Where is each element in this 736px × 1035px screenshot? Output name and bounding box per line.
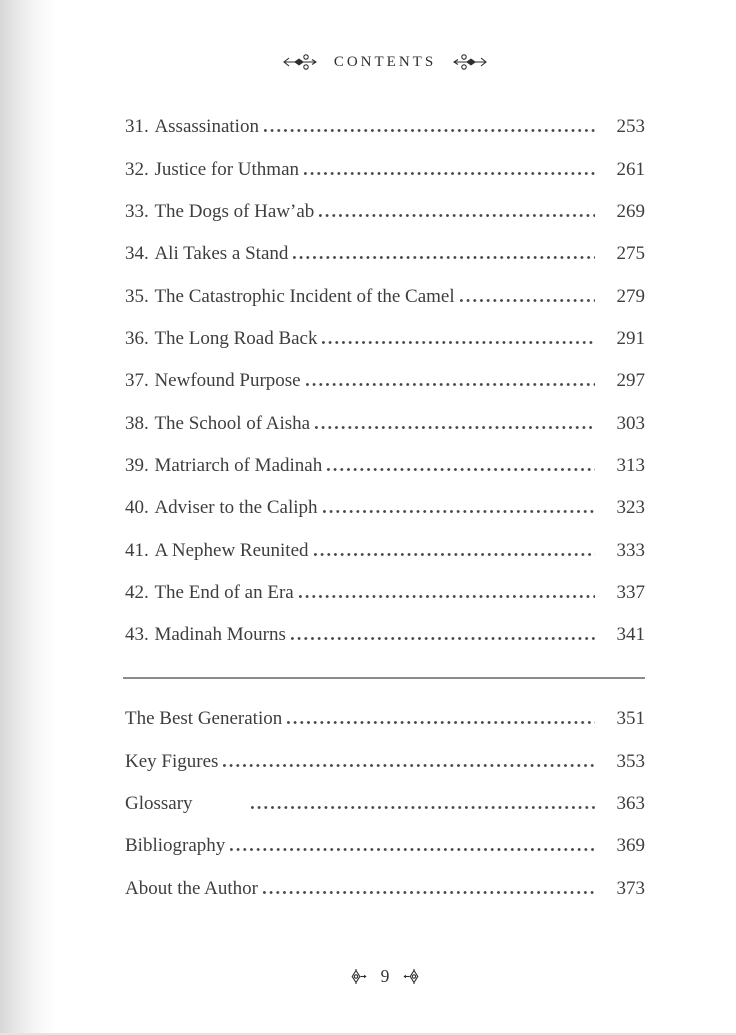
entry-title: Key Figures: [125, 750, 219, 772]
toc-entry[interactable]: [125, 572, 645, 614]
chapter-number: 43.: [125, 624, 149, 646]
toc-entry-inner: [125, 328, 645, 350]
entry-title: The School of Aisha: [154, 412, 311, 434]
entry-title: The Best Generation: [125, 708, 283, 730]
contents-title: CONTENTS: [333, 53, 437, 70]
entry-page-number: 353: [616, 750, 645, 772]
dot-leader: [304, 171, 595, 175]
dot-leader: [299, 594, 595, 598]
entry-title: Adviser to the Caliph: [154, 497, 318, 519]
entry-page-number: 313: [616, 454, 645, 476]
toc-entry[interactable]: [125, 487, 645, 529]
toc-entry[interactable]: [125, 825, 645, 867]
entry-title: The End of an Era: [154, 581, 294, 603]
entry-title: Ali Takes a Stand: [154, 243, 289, 265]
footer-ornament-right-icon: [402, 969, 421, 984]
entry-page-number: 363: [616, 792, 645, 814]
chapter-number: 37.: [125, 370, 149, 392]
entry-title: Glossary: [125, 792, 193, 814]
dot-leader: [460, 298, 595, 302]
dot-leader: [322, 340, 595, 344]
entry-title: Matriarch of Madinah: [154, 454, 323, 476]
entry-title: Justice for Uthman: [154, 158, 300, 180]
toc-entry[interactable]: [125, 783, 645, 825]
toc-entry-inner: [125, 497, 645, 519]
toc-entry-inner: [125, 582, 645, 604]
dot-leader: [314, 552, 595, 556]
chapter-number: 34.: [125, 243, 149, 265]
entry-title: The Catastrophic Incident of the Camel: [154, 285, 455, 307]
dot-leader: [251, 805, 595, 809]
toc-entry-inner: [125, 201, 645, 223]
toc-entry[interactable]: [125, 106, 645, 148]
entry-page-number: 369: [616, 835, 645, 857]
fleuron-ornament-left-icon: [283, 53, 317, 71]
toc-entry-inner: [125, 159, 645, 181]
chapter-number: 39.: [125, 454, 149, 476]
fleuron-ornament-right-icon: [453, 53, 487, 71]
dot-leader: [264, 128, 595, 132]
dot-leader: [223, 763, 595, 767]
dot-leader: [323, 509, 596, 513]
toc-entry[interactable]: [125, 318, 645, 360]
toc-entry-inner: [125, 370, 645, 392]
toc-entry[interactable]: [125, 445, 645, 487]
toc-entry[interactable]: [125, 275, 645, 317]
back-matter-list: [125, 698, 645, 910]
chapter-number: 31.: [125, 116, 149, 138]
toc-entry[interactable]: [125, 360, 645, 402]
chapter-number: 41.: [125, 539, 149, 561]
entry-page-number: 297: [616, 370, 645, 392]
toc-entry-inner: [125, 835, 645, 857]
entry-page-number: 291: [616, 327, 645, 349]
chapter-number: 32.: [125, 158, 149, 180]
chapter-number: 33.: [125, 200, 149, 222]
toc-entry[interactable]: [125, 191, 645, 233]
toc-entry-inner: [125, 708, 645, 730]
toc-entry[interactable]: [125, 148, 645, 190]
dot-leader: [263, 890, 595, 894]
footer-ornament-left-icon: [349, 969, 368, 984]
dot-leader: [287, 720, 595, 724]
entry-page-number: 253: [616, 116, 645, 138]
entry-page-number: 279: [616, 285, 645, 307]
section-divider: [123, 677, 645, 679]
toc-entry-inner: [125, 116, 645, 138]
toc-entry[interactable]: [125, 740, 645, 782]
dot-leader: [319, 213, 595, 217]
chapter-number: 36.: [125, 327, 149, 349]
toc-entry-inner: [125, 751, 645, 773]
dot-leader: [327, 467, 595, 471]
page-spine-shadow: [0, 0, 58, 1035]
chapter-list: [125, 106, 645, 656]
toc-entry[interactable]: [125, 614, 645, 656]
entry-page-number: 275: [616, 243, 645, 265]
dot-leader: [306, 382, 595, 386]
entry-title: A Nephew Reunited: [154, 539, 309, 561]
contents-header: [125, 53, 645, 71]
toc-entry-inner: [125, 455, 645, 477]
entry-title: Bibliography: [125, 835, 226, 857]
toc-entry[interactable]: [125, 529, 645, 571]
entry-page-number: 303: [616, 412, 645, 434]
entry-page-number: 333: [616, 539, 645, 561]
chapter-number: 40.: [125, 497, 149, 519]
entry-page-number: 261: [616, 158, 645, 180]
entry-title: Madinah Mourns: [154, 624, 286, 646]
toc-entry[interactable]: [125, 233, 645, 275]
dot-leader: [230, 847, 595, 851]
toc-entry-inner: [125, 413, 645, 435]
toc-entry-inner: [125, 793, 645, 815]
dot-leader: [291, 636, 595, 640]
toc-entry[interactable]: [125, 402, 645, 444]
entry-page-number: 341: [616, 624, 645, 646]
toc-entry-inner: [125, 878, 645, 900]
folio-page-number: 9: [380, 966, 390, 986]
toc-entry[interactable]: [125, 698, 645, 740]
entry-title: About the Author: [125, 877, 258, 899]
entry-page-number: 323: [616, 497, 645, 519]
entry-page-number: 337: [616, 581, 645, 603]
dot-leader: [293, 255, 595, 259]
toc-entry[interactable]: [125, 867, 645, 909]
chapter-number: 42.: [125, 581, 149, 603]
entry-page-number: 351: [616, 708, 645, 730]
entry-title: The Dogs of Haw’ab: [154, 200, 315, 222]
chapter-number: 35.: [125, 285, 149, 307]
entry-page-number: 269: [616, 200, 645, 222]
toc-entry-inner: [125, 286, 645, 308]
page-footer: [125, 966, 645, 987]
toc-entry-inner: [125, 624, 645, 646]
chapter-number: 38.: [125, 412, 149, 434]
toc-entry-inner: [125, 540, 645, 562]
entry-title: The Long Road Back: [154, 327, 318, 349]
entry-title: Assassination: [154, 116, 259, 138]
toc-entry-inner: [125, 243, 645, 265]
entry-page-number: 373: [616, 877, 645, 899]
entry-title: Newfound Purpose: [154, 370, 301, 392]
dot-leader: [315, 425, 595, 429]
